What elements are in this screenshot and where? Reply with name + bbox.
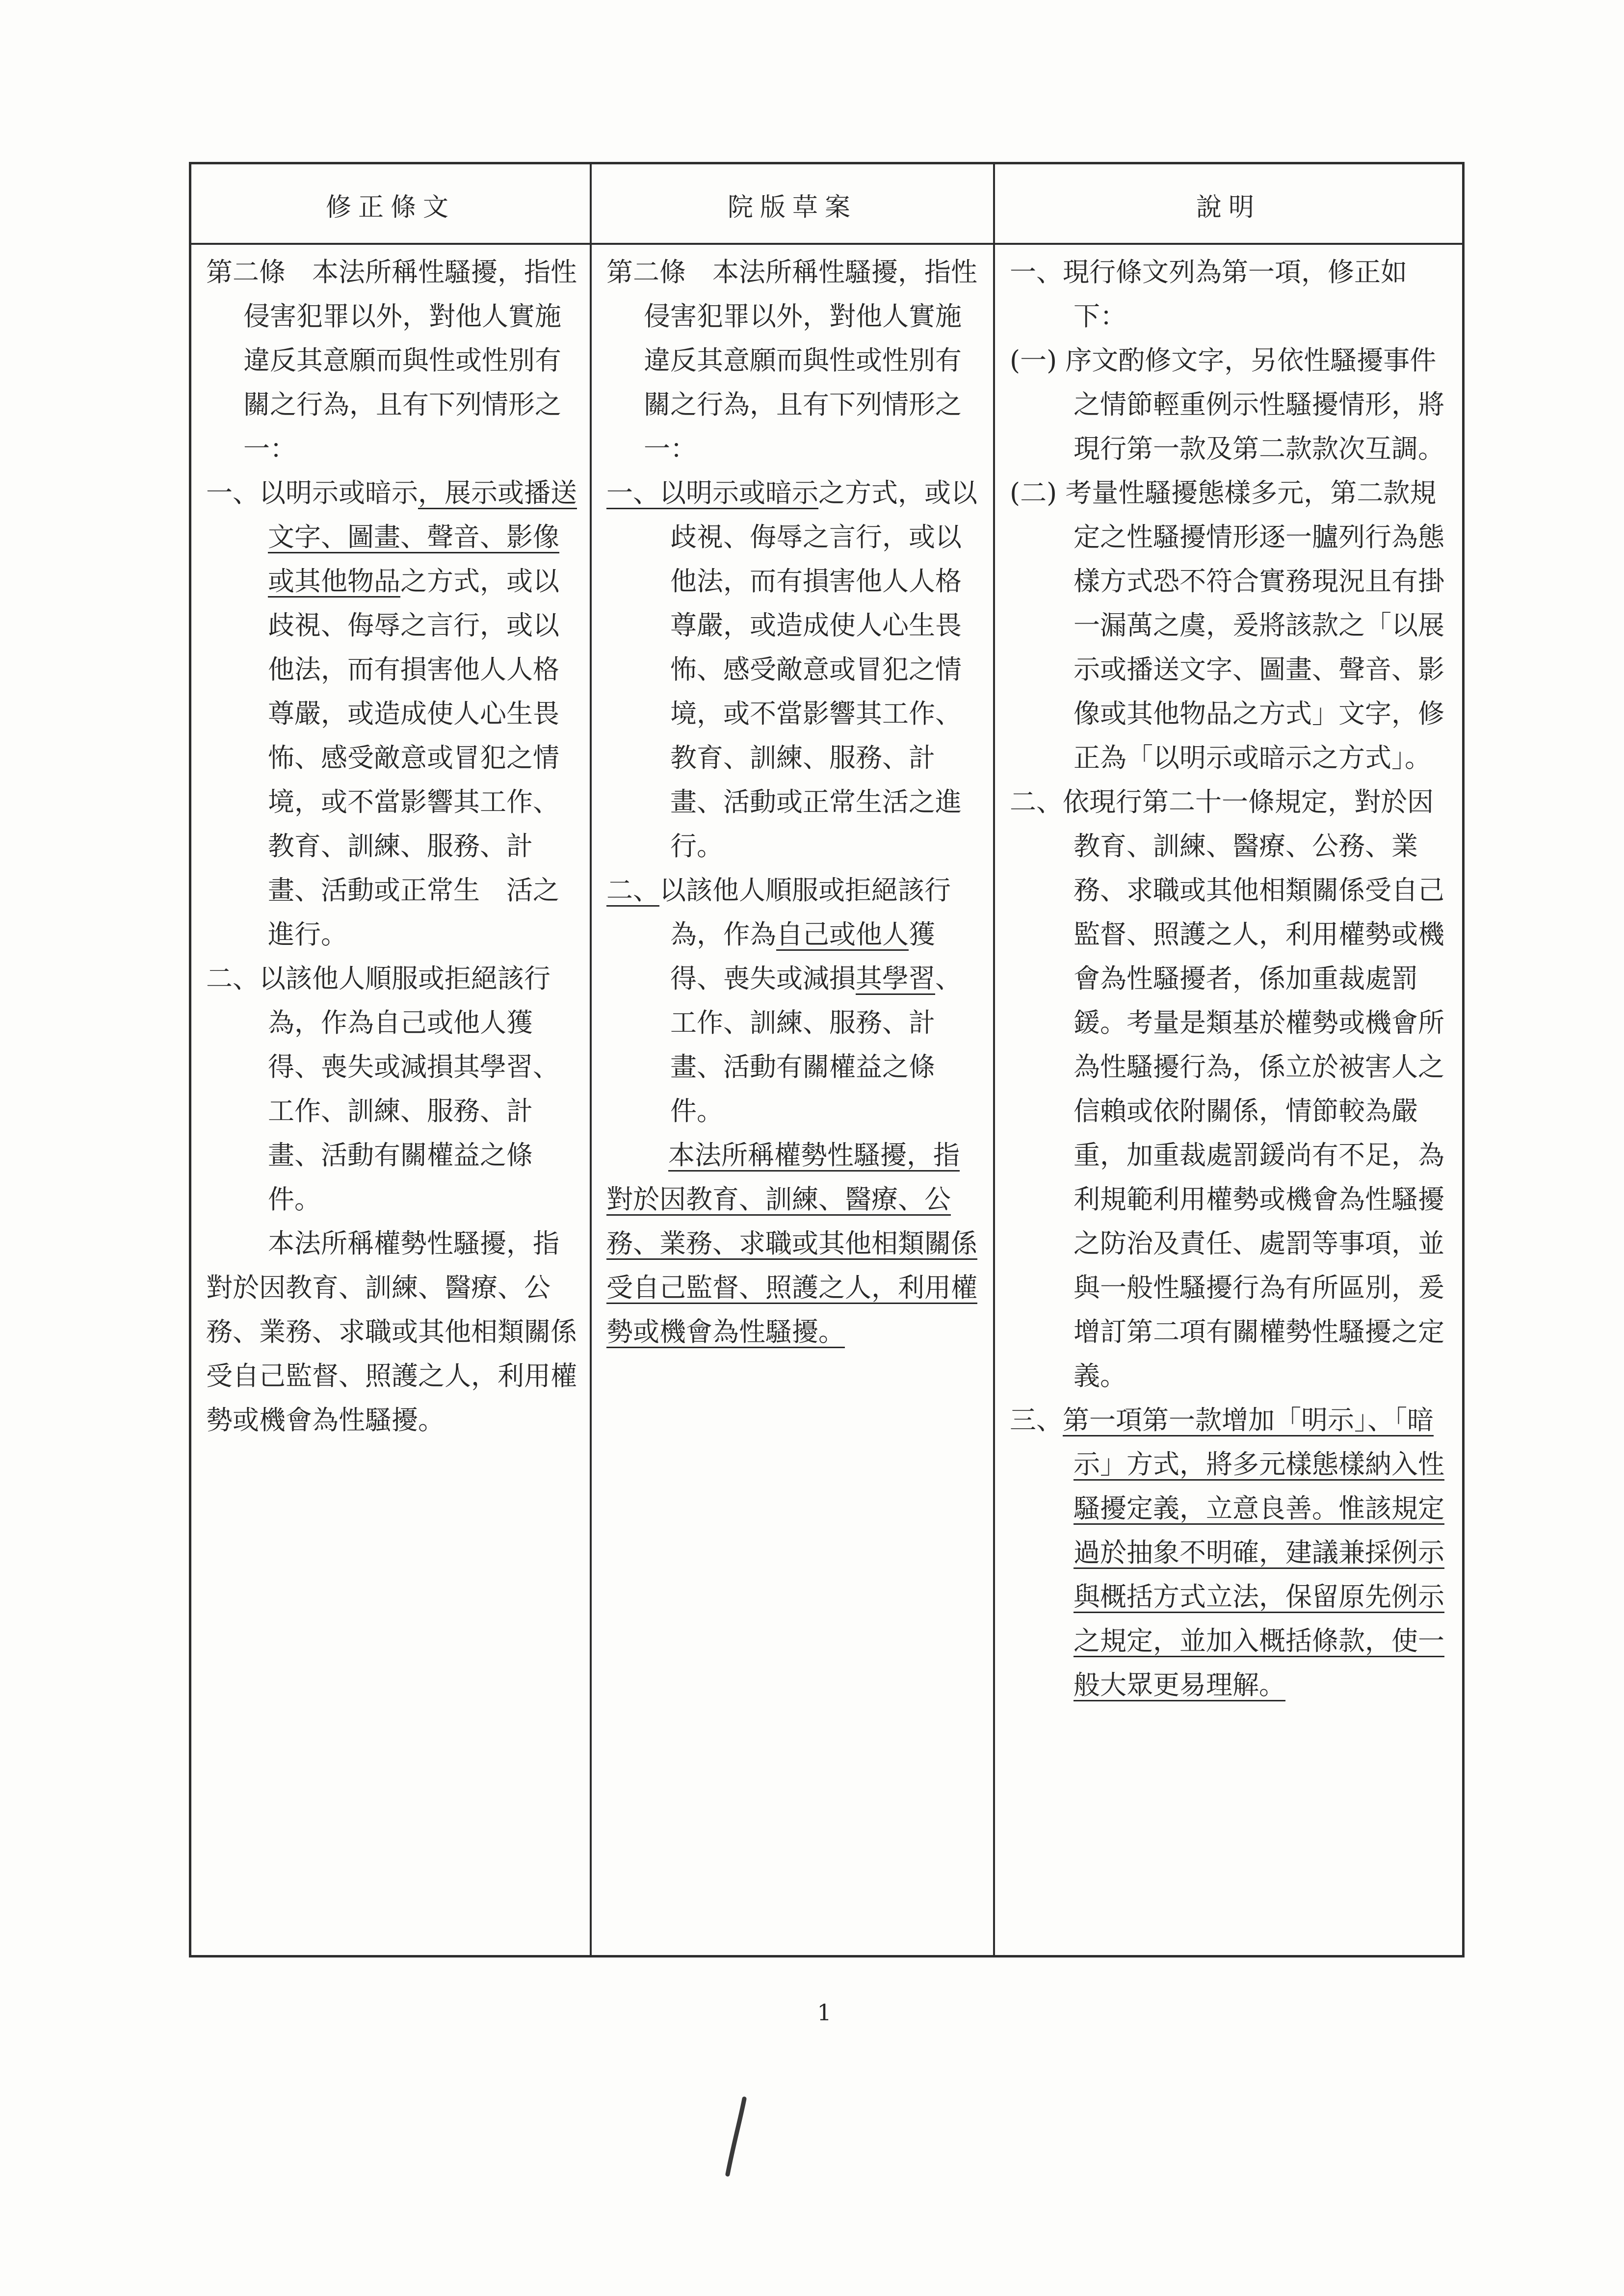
header-revised-text: 修正條文 [325,193,455,222]
header-cabinet-draft: 院版草案 [727,193,857,222]
draft-intro: 第二條 本法所稱性騷擾，指性侵害犯罪以外，對他人實施違反其意願而與性或性別有關之行為，且有下列情形之一： [606,257,977,464]
explanation-note-2: 二、依現行第二十一條規定，對於因教育、訓練、醫療、公務、業務、求職或其他相類關係受自己監督、照護之人，利用權勢或機會為性騷擾者，係加重裁處罰鍰。考量是類基於權勢或機會所為性騷擾行為，係立於被害人之信賴或依附關係，情節較為嚴重，加重裁處罰鍰尚有不足，為利規範利用權勢或機會為性騷擾之防治及責任、處罰等事項，並與一般性騷擾行為有所區別，爰增訂第二項有關權勢性騷擾之定義。 [1010,786,1444,1391]
handwritten-stroke-icon [719,2095,753,2178]
draft-item-2-text-a: 以該他人順服或拒絕該行為，作為 [659,875,951,950]
column-divider [993,164,995,1955]
revised-intro: 第二條 本法所稱性騷擾，指性侵害犯罪以外，對他人實施違反其意願而與性或性別有關之行為，且有下列情形之一： [206,257,577,464]
draft-item-1 [606,471,984,868]
explanation-note-1a: (一) 序文酌修文字，另依性騷擾事件之情節輕重例示性騷擾情形，將現行第一款及第二款款次互調。 [1010,345,1444,464]
comparison-table [189,162,1465,1957]
draft-item-2-number: 二、 [606,875,659,906]
explanation-note-3-text: 第一項第一款增加「明示」、「暗示」方式，將多元樣態樣納入性騷擾定義，立意良善。惟該規定過於抽象不明確，建議兼採例示與概括方式立法，保留原先例示之規定，並加入概括條款，使一般大眾更易理解。 [1063,1405,1444,1700]
draft-item-1-underlined: 一、以明示或暗示 [606,477,818,508]
draft-paragraph-2: 本法所稱權勢性騷擾，指對於因教育、訓練、醫療、公務、業務、求職或其他相類關係受自己監督、照護之人，利用權勢或機會為性騷擾。 [606,1140,977,1347]
revised-item-1-rest: 之方式，或以歧視、侮辱之言行，或以他法，而有損害他人人格尊嚴，或造成使人心生畏怖、感受敵意或冒犯之情境，或不當影響其工作、教育、訓練、服務、計畫、活動或正常生 活之進行。 [268,566,559,950]
revised-item-1 [206,471,579,957]
page-number: 1 [817,1999,832,2026]
explanation-note-1: 一、現行條文列為第一項，修正如下： [1010,257,1407,332]
handwritten-mark [719,2095,753,2180]
revised-item-1-lead: 一、以明示或暗示 [206,477,418,508]
draft-item-2-underlined-b: 其學習 [856,963,935,994]
explanation-column [1010,250,1451,1707]
explanation-note-1b: (二) 考量性騷擾態樣多元，第二款規定之性騷擾情形逐一臚列行為態樣方式恐不符合實務現況且有掛一漏萬之虞，爰將該款之「以展示或播送文字、圖畫、聲音、影像或其他物品之方式」文字，修正為「以明示或暗示之方式」。 [1010,477,1444,773]
draft-item-2-text-c: 、工作、訓練、服務、計畫、活動有關權益之條件。 [670,963,962,1126]
column-divider [590,164,592,1955]
revised-item-2: 二、以該他人順服或拒絕該行為，作為自己或他人獲得、喪失或減損其學習、工作、訓練、服務、計畫、活動有關權益之條件。 [206,963,559,1215]
explanation-note-3-number: 三、 [1010,1405,1063,1435]
explanation-note-3 [1010,1398,1451,1707]
draft-item-2-text-b: 獲得、喪失或減損 [670,919,935,994]
draft-item-1-rest: 之方式，或以歧視、侮辱之言行，或以他法，而有損害他人人格尊嚴，或造成使人心生畏怖、感受敵意或冒犯之情境，或不當影響其工作、教育、訓練、服務、計畫、活動或正常生活之進行。 [670,477,977,861]
revised-text-column [206,250,579,1442]
revised-paragraph-2: 本法所稱權勢性騷擾，指對於因教育、訓練、醫療、公務、業務、求職或其他相類關係受自己監督、照護之人，利用權勢或機會為性騷擾。 [206,1228,577,1435]
cabinet-draft-column [606,250,984,1354]
revised-item-1-underlined: ，展示或播送文字、圖畫、聲音、影像或其他物品 [268,477,577,597]
draft-item-2-underlined-a: 自己或他人 [776,919,909,950]
draft-item-2 [606,868,984,1133]
header-explanation: 說明 [1196,193,1261,222]
